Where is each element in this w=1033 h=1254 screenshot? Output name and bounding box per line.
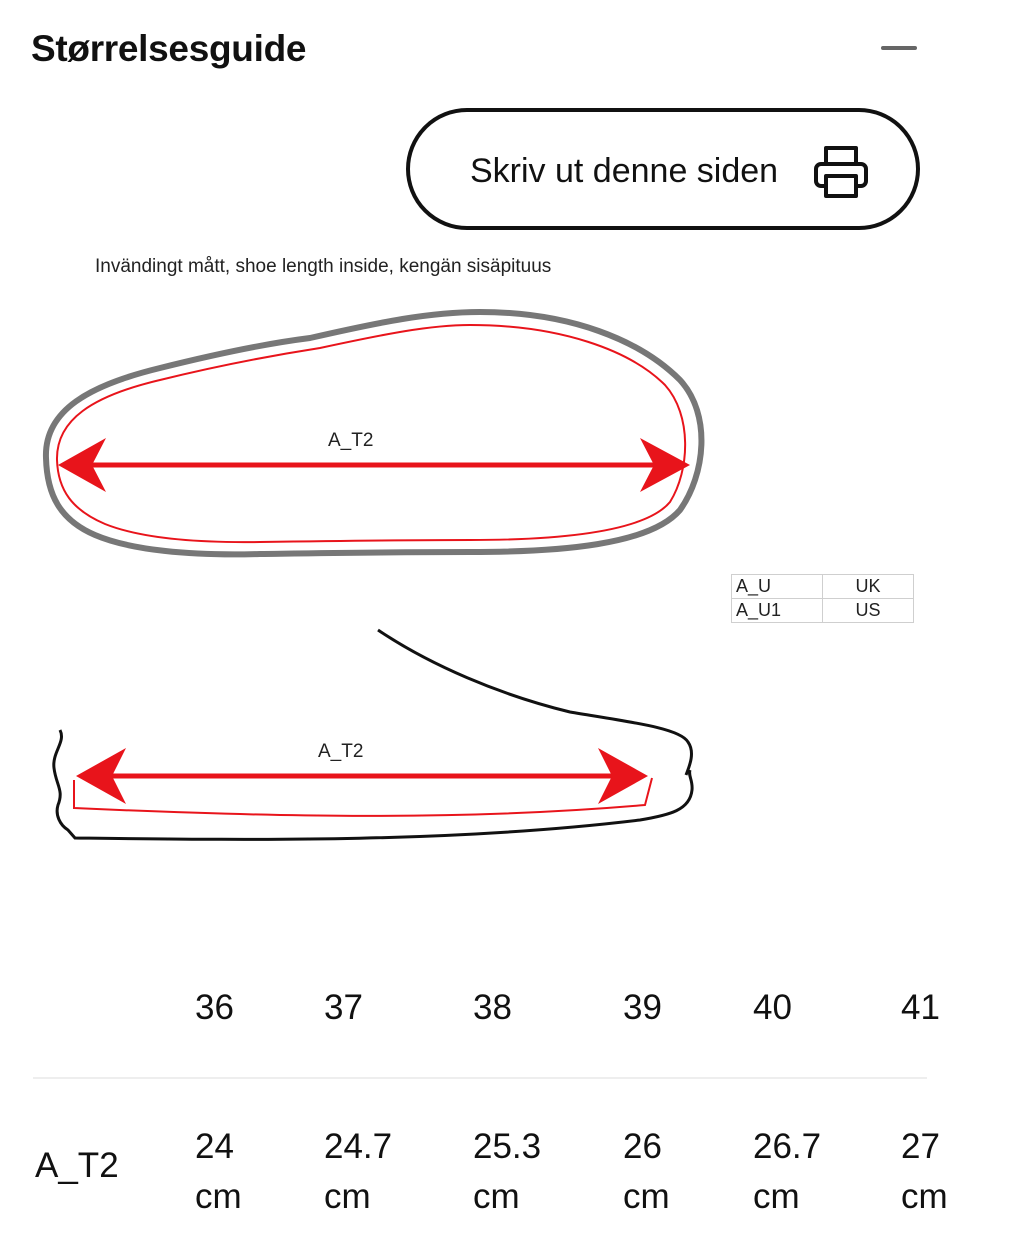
size-header-cell: 41 bbox=[901, 988, 940, 1027]
measure-value: 24.7 bbox=[324, 1127, 393, 1166]
measure-value: 26 bbox=[623, 1127, 662, 1166]
measure-value: 24 bbox=[195, 1127, 234, 1166]
size-header-row bbox=[33, 960, 1033, 1060]
page-header bbox=[31, 26, 931, 74]
top-measure-label: A_T2 bbox=[328, 430, 374, 451]
measure-value-cell bbox=[324, 1122, 434, 1222]
printer-icon bbox=[812, 142, 870, 200]
legend-value: US bbox=[823, 599, 914, 623]
measure-unit: cm bbox=[901, 1177, 948, 1216]
measure-value-cell bbox=[473, 1122, 583, 1222]
table-divider bbox=[33, 1077, 927, 1079]
page-title: Størrelsesguide bbox=[31, 28, 307, 69]
size-table[interactable] bbox=[33, 960, 948, 1254]
print-page-button[interactable] bbox=[406, 108, 920, 230]
sole-outline bbox=[46, 312, 702, 554]
legend-key: A_U bbox=[732, 575, 823, 599]
measure-unit: cm bbox=[623, 1177, 670, 1216]
measure-value-cell bbox=[623, 1122, 733, 1222]
measure-value: 25.3 bbox=[473, 1127, 542, 1166]
legend-row bbox=[732, 599, 914, 623]
legend-key: A_U1 bbox=[732, 599, 823, 623]
legend-row bbox=[732, 575, 914, 599]
measure-value: 27 bbox=[901, 1127, 940, 1166]
measure-unit: cm bbox=[473, 1177, 520, 1216]
measure-unit: cm bbox=[753, 1177, 800, 1216]
measure-row-label: A_T2 bbox=[35, 1146, 119, 1185]
size-header-cell: 38 bbox=[473, 988, 512, 1027]
measure-value-cell bbox=[901, 1122, 1011, 1222]
size-legend-table bbox=[731, 574, 914, 623]
size-header-cell: 37 bbox=[324, 988, 363, 1027]
side-sole-line bbox=[54, 730, 692, 839]
side-upper-line bbox=[378, 630, 692, 775]
measure-value: 26.7 bbox=[753, 1127, 822, 1166]
measure-value-cell bbox=[195, 1122, 305, 1222]
size-header-cell: 36 bbox=[195, 988, 234, 1027]
print-page-label: Skriv ut denne siden bbox=[470, 152, 779, 190]
minus-icon bbox=[881, 46, 917, 50]
measure-value-cell bbox=[753, 1122, 863, 1222]
collapse-button[interactable] bbox=[879, 40, 921, 60]
side-measure-label: A_T2 bbox=[318, 741, 364, 762]
measure-unit: cm bbox=[324, 1177, 371, 1216]
measure-unit: cm bbox=[195, 1177, 242, 1216]
diagram-caption: Invändingt mått, shoe length inside, kengän sisäpituus bbox=[95, 256, 552, 277]
side-inner-line bbox=[74, 778, 652, 816]
size-header-cell: 39 bbox=[623, 988, 662, 1027]
legend-value: UK bbox=[823, 575, 914, 599]
size-header-cell: 40 bbox=[753, 988, 792, 1027]
